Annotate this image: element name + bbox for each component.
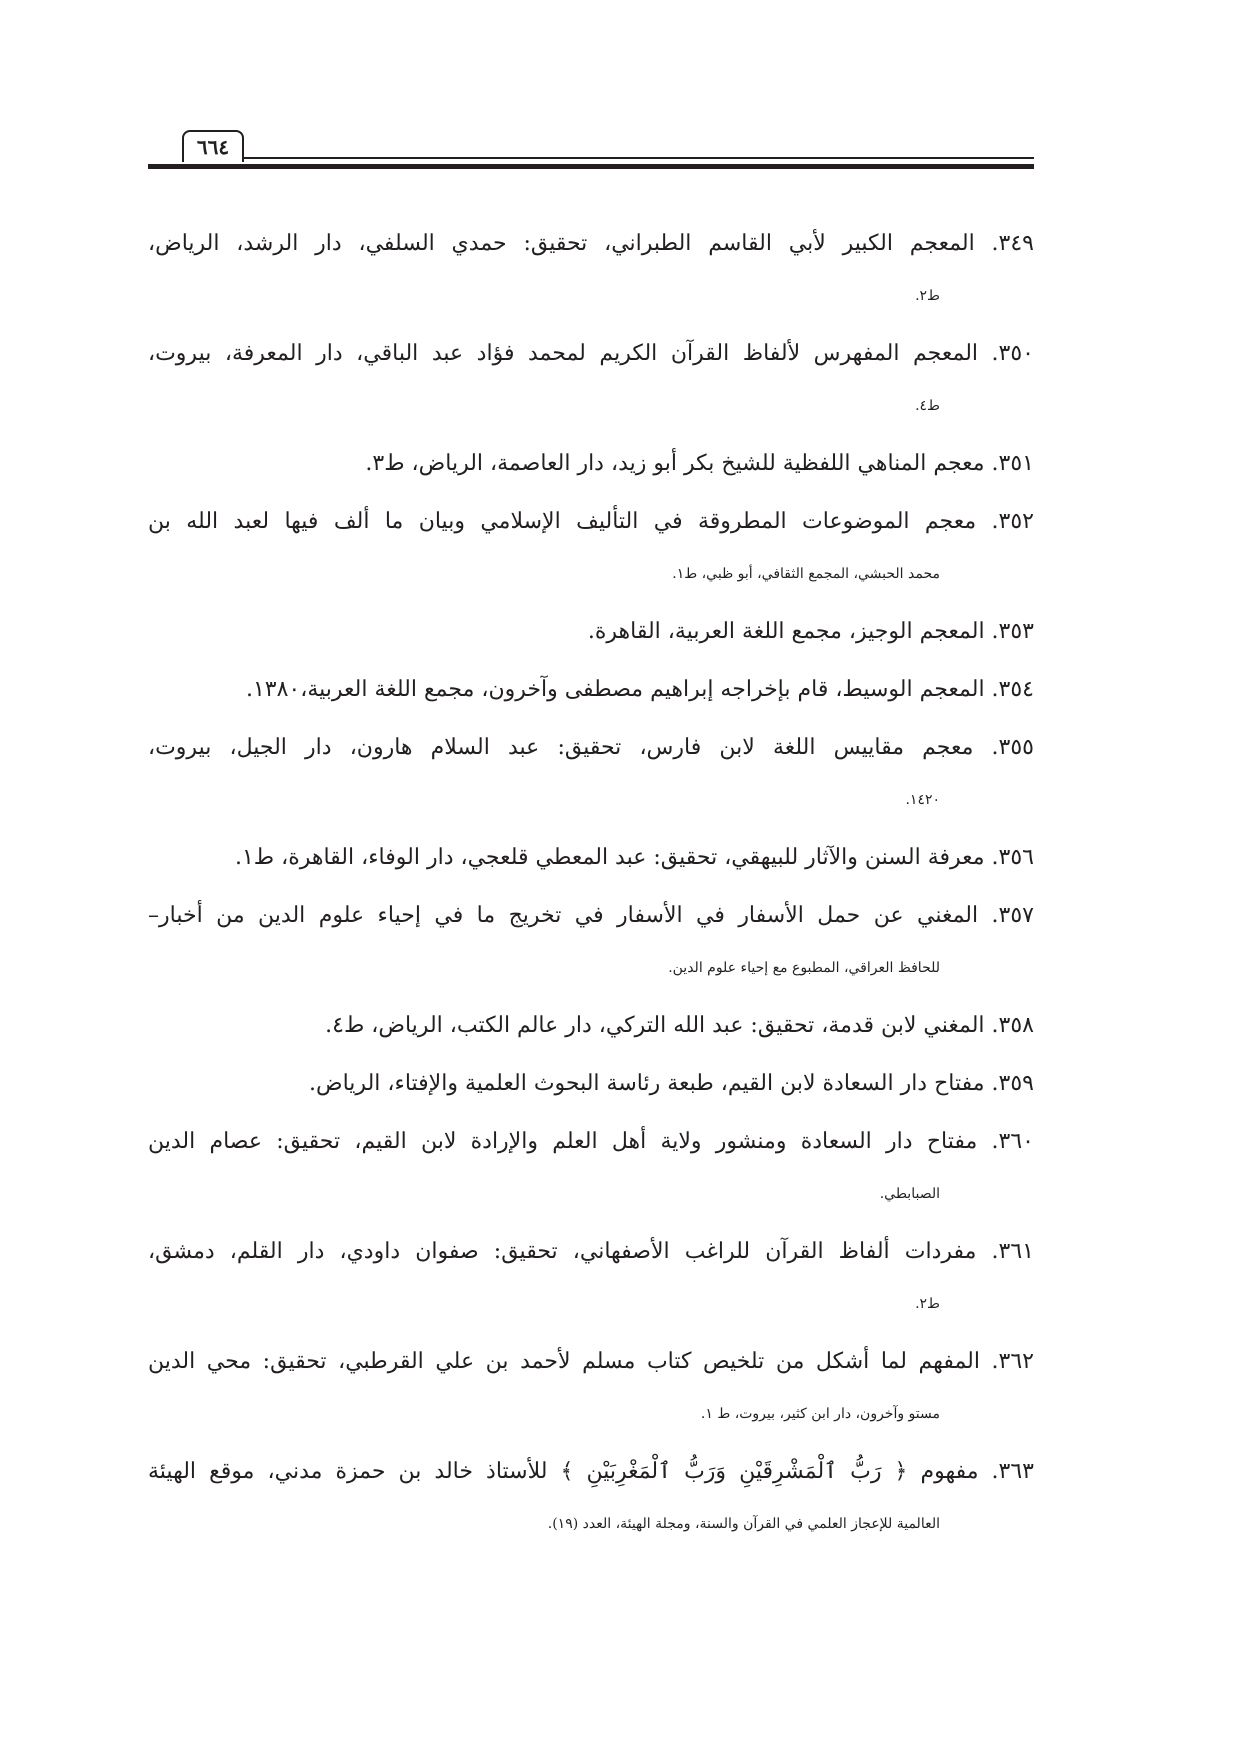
reference-line: للحافظ العراقي، المطبوع مع إحياء علوم الدين.: [668, 960, 940, 976]
reference-line: ٣٥٦. معرفة السنن والآثار للبيهقي، تحقيق: عبد المعطي قلعجي، دار الوفاء، القاهرة، ط١.: [234, 845, 1034, 870]
header-rule-thick: [148, 164, 1034, 169]
reference-line: ١٤٢٠.: [905, 792, 940, 808]
reference-line: ط٢.: [915, 1296, 940, 1312]
reference-line: ٣٥٣. المعجم الوجيز، مجمع اللغة العربية، القاهرة.: [587, 619, 1034, 644]
reference-line: ٣٦١. مفردات ألفاظ القرآن للراغب الأصفهاني، تحقيق: صفوان داودي، دار القلم، دمشق،: [148, 1239, 1034, 1264]
reference-item: [148, 328, 1034, 432]
reference-item: [148, 1446, 1034, 1550]
reference-line: الصبابطي.: [879, 1186, 940, 1202]
reference-item: [148, 1336, 1034, 1440]
reference-item: [148, 218, 1034, 322]
reference-item: [148, 606, 1034, 658]
reference-line: ٣٦٢. المفهم لما أشكل من تلخيص كتاب مسلم لأحمد بن علي القرطبي، تحقيق: محي الدين: [148, 1349, 1034, 1374]
reference-line: محمد الحبشي، المجمع الثقافي، أبو ظبي، ط١.: [672, 566, 940, 582]
page-header: [148, 130, 1034, 170]
reference-line: ٣٥٠. المعجم المفهرس لألفاظ القرآن الكريم لمحمد فؤاد عبد الباقي، دار المعرفة، بيروت،: [148, 341, 1034, 366]
reference-line: العالمية للإعجاز العلمي في القرآن والسنة، ومجلة الهيئة، العدد (١٩).: [547, 1516, 940, 1532]
reference-item: [148, 1226, 1034, 1330]
reference-item: [148, 1116, 1034, 1220]
reference-item: [148, 890, 1034, 994]
references-list: [148, 218, 1034, 1556]
page-number: ٦٦٤: [182, 130, 244, 162]
reference-line: ٣٥٥. معجم مقاييس اللغة لابن فارس، تحقيق: عبد السلام هارون، دار الجيل، بيروت،: [148, 735, 1034, 760]
reference-item: [148, 496, 1034, 600]
reference-line: ٣٥٢. معجم الموضوعات المطروقة في التأليف الإسلامي وبيان ما ألف فيها لعبد الله بن: [148, 509, 1034, 534]
reference-line: ٣٦٠. مفتاح دار السعادة ومنشور ولاية أهل العلم والإرادة لابن القيم، تحقيق: عصام الدين: [148, 1129, 1034, 1154]
reference-item: [148, 832, 1034, 884]
reference-line: ٣٥٤. المعجم الوسيط، قام بإخراجه إبراهيم مصطفى وآخرون، مجمع اللغة العربية،١٣٨٠.: [245, 677, 1034, 702]
reference-item: [148, 664, 1034, 716]
reference-line: ط٢.: [915, 288, 940, 304]
header-rule-thin: [244, 157, 1034, 159]
reference-line: ٣٥٩. مفتاح دار السعادة لابن القيم، طبعة رئاسة البحوث العلمية والإفتاء، الرياض.: [309, 1071, 1034, 1096]
reference-line: ٣٥٨. المغني لابن قدمة، تحقيق: عبد الله التركي، دار عالم الكتب، الرياض، ط٤.: [325, 1013, 1034, 1038]
reference-line: مستو وآخرون، دار ابن كثير، بيروت، ط ١.: [700, 1406, 940, 1422]
reference-item: [148, 438, 1034, 490]
reference-line: ٣٦٣. مفهوم ﴿ رَبُّ ٱلْمَشْرِقَيْنِ وَرَبُّ ٱلْمَغْرِبَيْنِ ﴾ للأستاذ خالد بن حمزة مدني، موقع الهيئة: [148, 1459, 1034, 1484]
reference-line: ٣٤٩. المعجم الكبير لأبي القاسم الطبراني، تحقيق: حمدي السلفي، دار الرشد، الرياض،: [148, 231, 1034, 256]
reference-line: ٣٥١. معجم المناهي اللفظية للشيخ بكر أبو زيد، دار العاصمة، الرياض، ط٣.: [365, 451, 1034, 476]
reference-line: ٣٥٧. المغني عن حمل الأسفار في الأسفار في تخريج ما في إحياء علوم الدين من أخبار–: [148, 903, 1034, 928]
reference-item: [148, 722, 1034, 826]
reference-item: [148, 1058, 1034, 1110]
reference-item: [148, 1000, 1034, 1052]
reference-line: ط٤.: [915, 398, 940, 414]
